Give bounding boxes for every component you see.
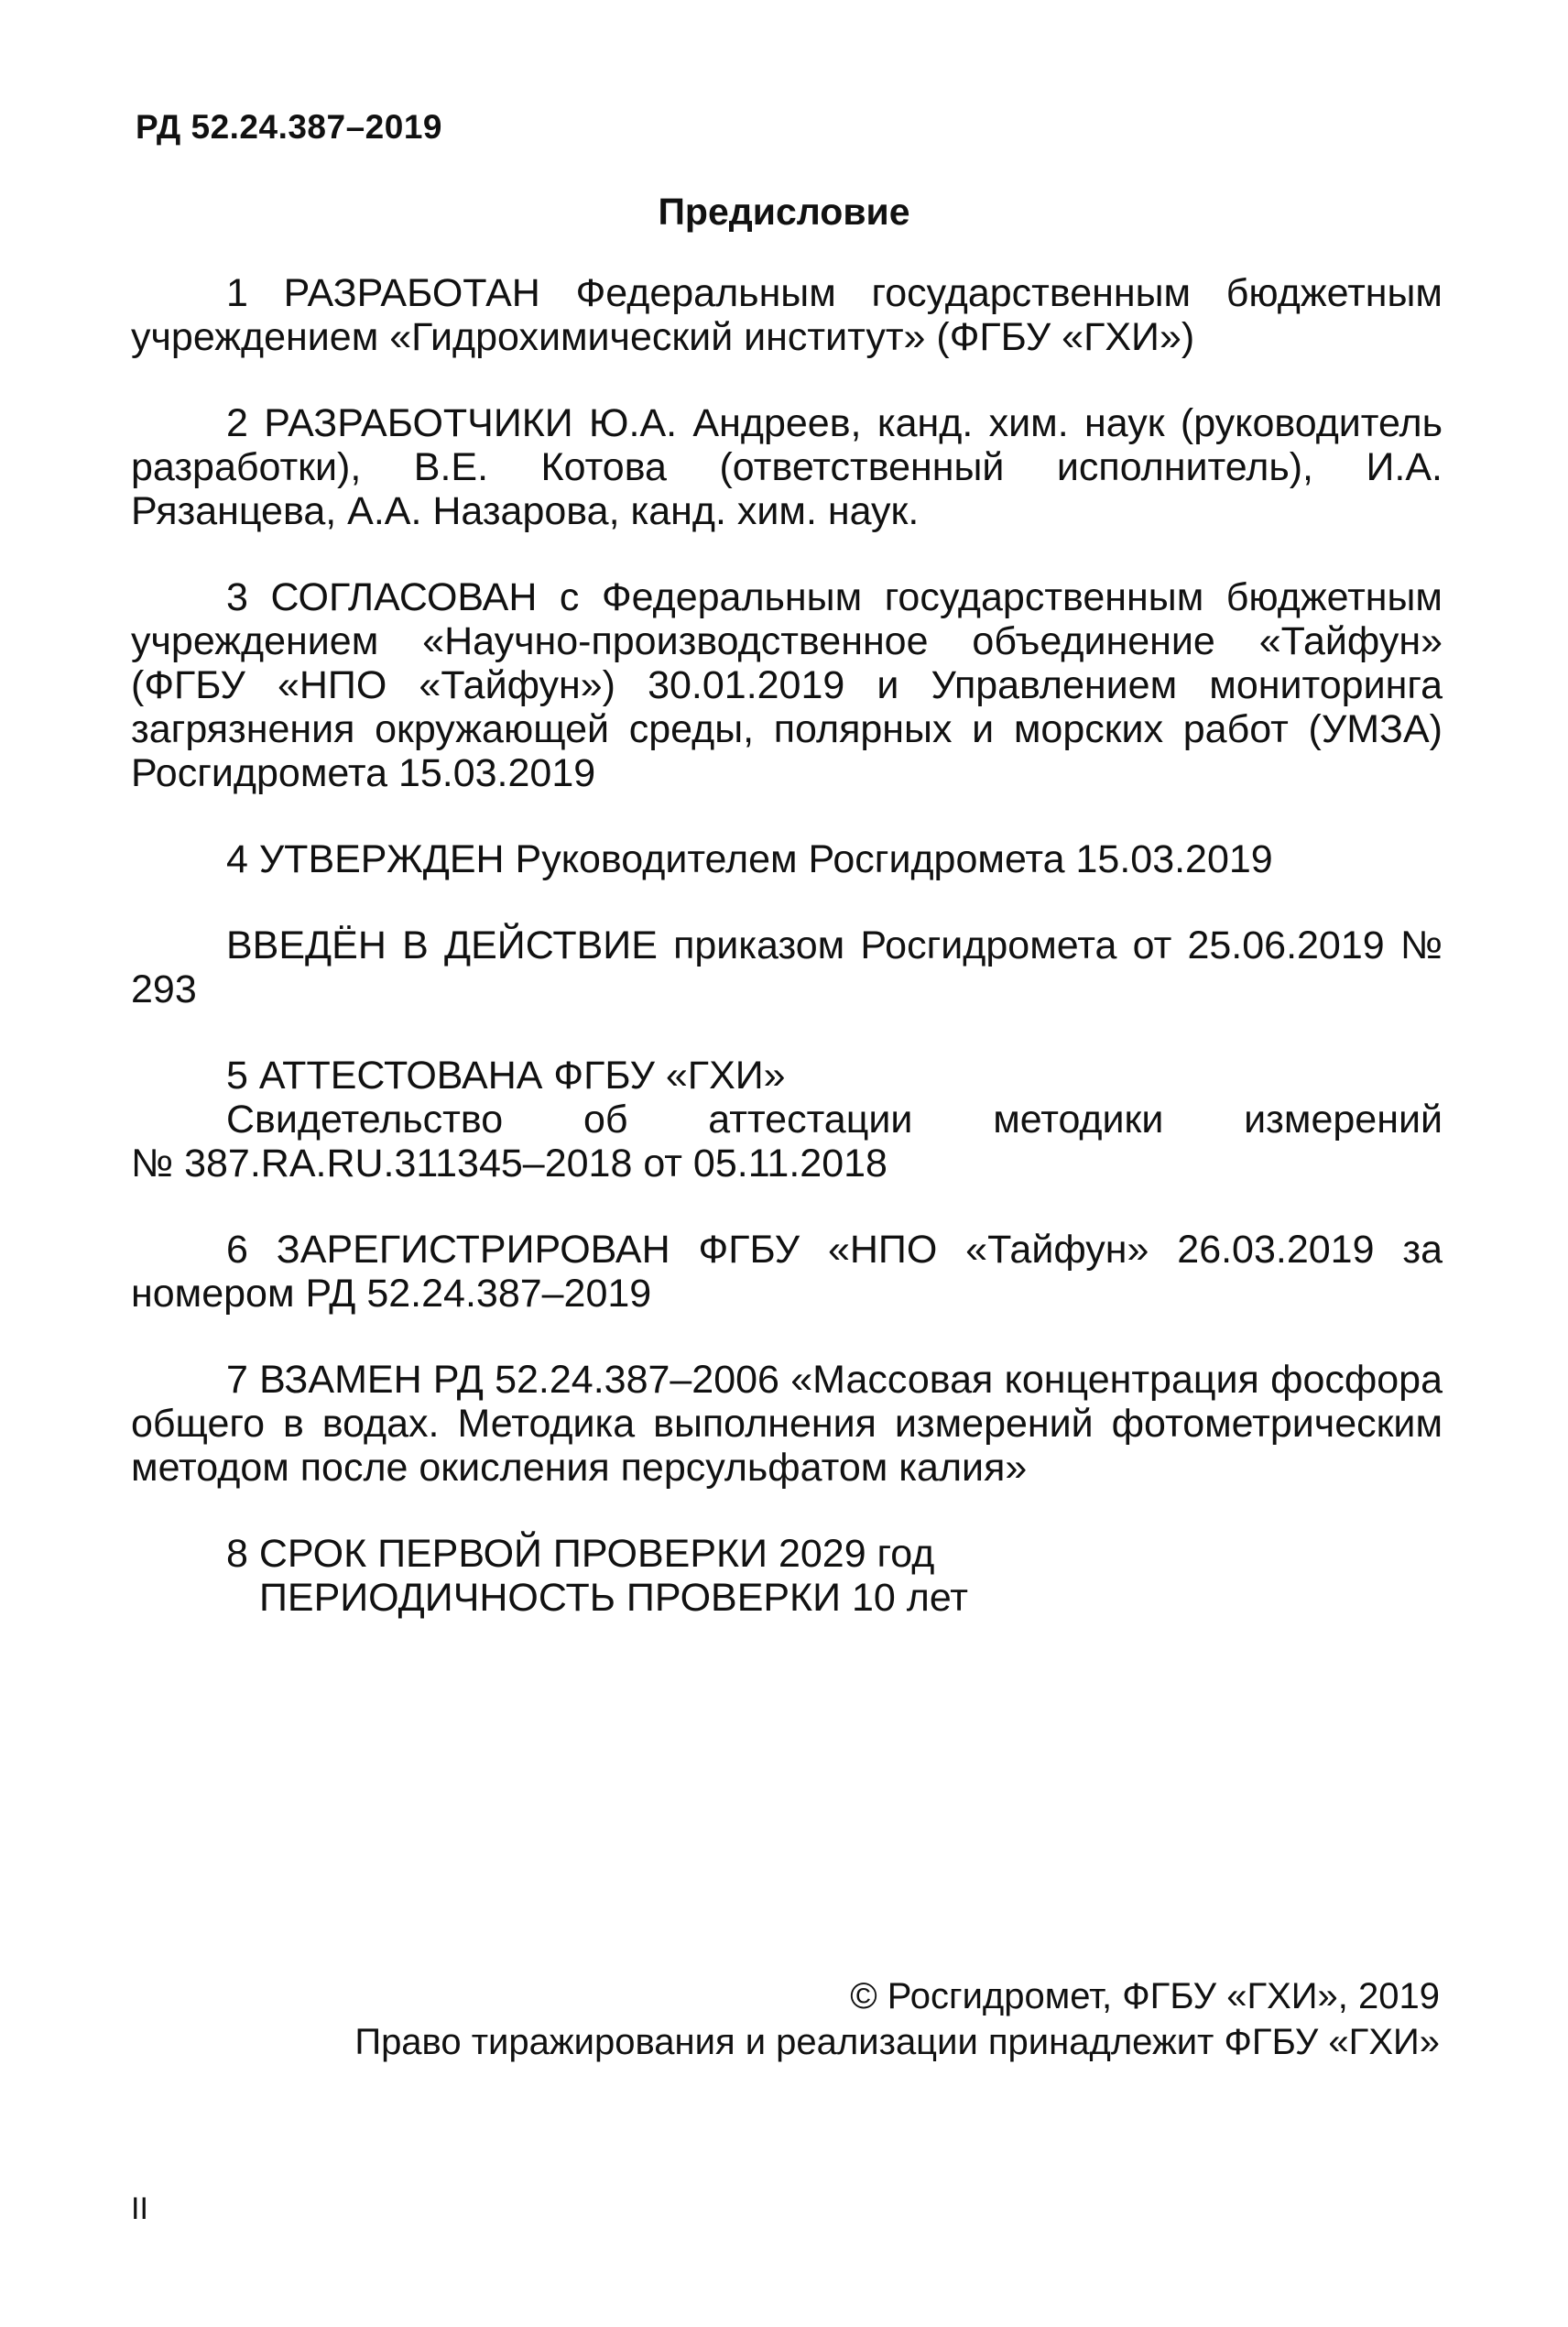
item-agreed: 3 СОГЛАСОВАН с Федеральным государственным бюджетным учреждением «Научно-производственное объединение «Тайфун» (ФГБУ «НПО «Тайфун») 30.01.2019 и Управлением мониторинга загрязнения окружающей среды, полярных и морских работ (УМЗА) Росгидромета 15.03.2019 (131, 575, 1443, 795)
item-developers: 2 РАЗРАБОТЧИКИ Ю.А. Андреев, канд. хим. наук (руководитель разработки), В.Е. Котова (ответственный исполнитель), И.А. Рязанцева, А.А. Назарова, канд. хим. наук. (131, 401, 1443, 533)
item-registered: 6 ЗАРЕГИСТРИРОВАН ФГБУ «НПО «Тайфун» 26.03.2019 за номером РД 52.24.387–2019 (131, 1228, 1443, 1316)
item-replaces: 7 ВЗАМЕН РД 52.24.387–2006 «Массовая концентрация фосфора общего в водах. Методика выполнения измерений фотометрическим методом после окисления персульфатом калия» (131, 1358, 1443, 1490)
item-approved: 4 УТВЕРЖДЕН Руководителем Росгидромета 15.03.2019 (226, 837, 1273, 881)
item-certified-title: 5 АТТЕСТОВАНА ФГБУ «ГХИ» (226, 1054, 786, 1098)
rights-line: Право тиражирования и реализации принадлежит ФГБУ «ГХИ» (354, 2022, 1440, 2062)
item-review-frequency: ПЕРИОДИЧНОСТЬ ПРОВЕРКИ 10 лет (259, 1576, 968, 1620)
copyright-block (354, 1973, 1440, 2065)
item-review-period (131, 1532, 1443, 1620)
item-developed-by: 1 РАЗРАБОТАН Федеральным государственным бюджетным учреждением «Гидрохимический институт» (ФГБУ «ГХИ») (131, 271, 1443, 359)
copyright-line: © Росгидромет, ФГБУ «ГХИ», 2019 (850, 1976, 1440, 2016)
page-number: II (131, 2191, 148, 2226)
document-code: РД 52.24.387–2019 (136, 108, 442, 146)
item-first-review: 8 СРОК ПЕРВОЙ ПРОВЕРКИ 2029 год (226, 1532, 935, 1576)
preface-body (131, 271, 1443, 1662)
item-certified (131, 1054, 1443, 1185)
item-enacted: ВВЕДЁН В ДЕЙСТВИЕ приказом Росгидромета от 25.06.2019 № 293 (131, 923, 1443, 1011)
item-certified-line2: № 387.RA.RU.311345–2018 от 05.11.2018 (131, 1142, 887, 1185)
page-title: Предисловие (658, 191, 910, 233)
item-certified-line1: Свидетельство об аттестации методики измерений (226, 1098, 1443, 1142)
